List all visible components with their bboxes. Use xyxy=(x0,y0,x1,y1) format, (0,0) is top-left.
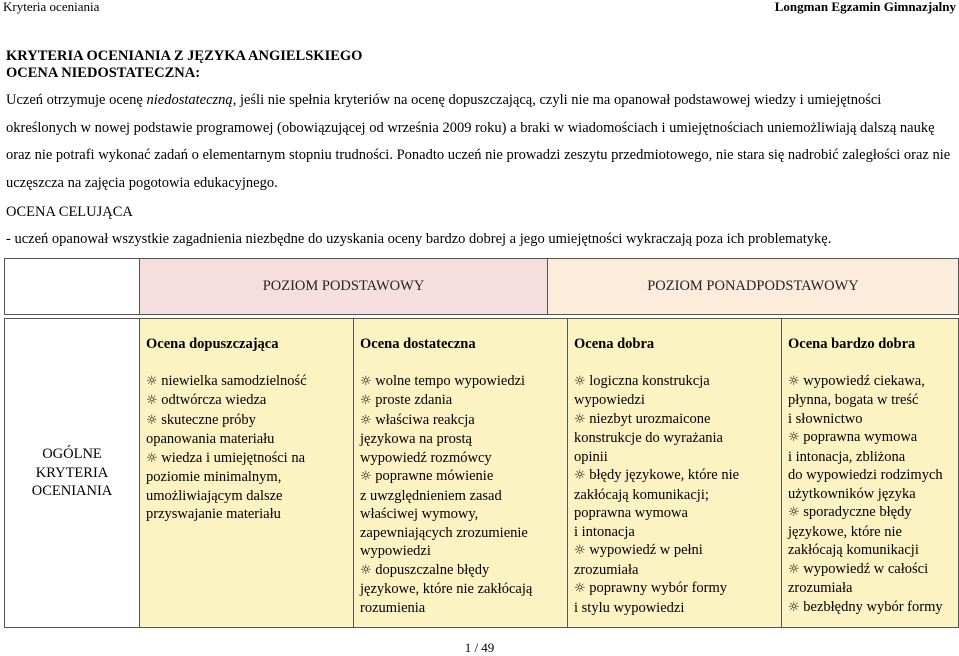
grade-heading: Ocena dostateczna xyxy=(360,336,476,352)
criterion-line xyxy=(574,504,777,523)
criterion-text: poziomie minimalnym, xyxy=(146,469,282,485)
criterion-line xyxy=(788,541,954,560)
grade-heading: Ocena bardzo dobra xyxy=(788,336,916,352)
criterion-line xyxy=(146,430,349,449)
level-basic: POZIOM PODSTAWOWY xyxy=(140,259,548,315)
criterion-text: umożliwiającym dalsze xyxy=(146,487,283,504)
celujaca-heading: OCENA CELUJĄCA xyxy=(6,204,133,220)
page-header xyxy=(0,0,959,13)
criterion-line xyxy=(574,466,777,486)
levels-empty-cell xyxy=(5,259,140,315)
criterion-line xyxy=(146,372,349,392)
sun-icon: ☼ xyxy=(788,373,800,389)
criterion-line xyxy=(788,428,954,448)
criterion-line xyxy=(574,561,777,580)
criterion-text: logiczna konstrukcja xyxy=(589,372,710,389)
criterion-text: poprawna wymowa xyxy=(803,429,918,445)
criterion-text: zrozumiała xyxy=(574,561,639,578)
criterion-line xyxy=(360,542,563,561)
criterion-text: odtwórcza wiedza xyxy=(161,392,267,408)
criterion-line xyxy=(360,372,563,392)
criterion-line xyxy=(788,560,954,580)
criterion-text: płynna, bogata w treść xyxy=(788,392,919,408)
criterion-text: językowe, które nie xyxy=(788,523,902,540)
criterion-line xyxy=(360,449,563,468)
sun-icon: ☼ xyxy=(360,412,372,428)
criterion-text: z uwzględnieniem zasad xyxy=(360,487,502,504)
criterion-line xyxy=(360,561,563,581)
sun-icon: ☼ xyxy=(360,469,372,484)
criterion-line xyxy=(360,430,563,449)
sun-icon: ☼ xyxy=(574,411,586,427)
criterion-text: wiedza i umiejętności na xyxy=(161,449,306,466)
criterion-text: użytkowników języka xyxy=(788,485,916,502)
criterion-text: właściwej wymowy, xyxy=(360,506,479,522)
criterion-line xyxy=(788,410,954,429)
criterion-text: wypowiedź rozmówcy xyxy=(360,449,492,466)
intro-italic: niedostateczną xyxy=(146,92,233,108)
criterion-text: zapewniających zrozumienie xyxy=(360,524,528,541)
sun-icon: ☼ xyxy=(574,468,586,483)
sun-icon: ☼ xyxy=(360,393,372,408)
criterion-text: niewielka samodzielność xyxy=(161,372,307,389)
criterion-line xyxy=(360,487,563,506)
sun-icon: ☼ xyxy=(146,412,158,428)
criterion-line xyxy=(574,429,777,448)
criterion-text: opanowania materiału xyxy=(146,431,275,447)
grade-cell-dopuszczajaca xyxy=(140,319,354,628)
grades-table xyxy=(4,318,959,628)
criterion-text: sporadyczne błędy xyxy=(803,504,912,520)
sun-icon: ☼ xyxy=(574,373,586,389)
criterion-text: i intonacja, zbliżona xyxy=(788,448,906,465)
criterion-text: zrozumiała xyxy=(788,580,853,596)
criterion-line xyxy=(146,505,349,524)
criterion-line xyxy=(360,391,563,411)
sun-icon: ☼ xyxy=(146,393,158,408)
criterion-text: niezbyt urozmaicone xyxy=(589,410,711,427)
title-line-1: KRYTERIA OCENIANIA Z JĘZYKA ANGIELSKIEGO xyxy=(6,48,363,64)
criterion-text: opinii xyxy=(574,448,608,465)
sun-icon: ☼ xyxy=(360,373,372,389)
header-right-title: Longman Egzamin Gimnazjalny xyxy=(774,0,956,14)
criterion-line xyxy=(788,448,954,467)
ogolne-kryteria-cell xyxy=(5,319,140,628)
criterion-text: właściwa reakcja xyxy=(375,411,475,428)
criterion-line xyxy=(574,579,777,599)
criterion-text: i słownictwo xyxy=(788,410,863,427)
criterion-text: językowe, które nie zakłócają xyxy=(360,581,533,597)
criterion-line xyxy=(574,448,777,467)
criterion-line xyxy=(788,466,954,485)
criterion-text: wypowiedź w całości xyxy=(803,560,929,577)
criterion-text: bezbłędny wybór formy xyxy=(803,598,943,615)
criterion-line xyxy=(146,411,349,431)
sun-icon: ☼ xyxy=(360,562,372,578)
ogolne-line-1: OGÓLNE xyxy=(42,446,102,463)
header-left-title: Kryteria oceniania xyxy=(3,0,100,14)
criterion-line xyxy=(146,449,349,469)
criterion-line xyxy=(574,486,777,505)
criterion-text: poprawna wymowa xyxy=(574,505,688,521)
ogolne-line-2: KRYTERIA xyxy=(35,464,109,481)
criterion-line xyxy=(788,598,954,618)
sun-icon: ☼ xyxy=(788,599,800,615)
celujaca-text: - uczeń opanował wszystkie zagadnienia niezbędne do uzyskania oceny bardzo dobrej a jego umiejętności wykraczają poza ich problematykę. xyxy=(6,231,832,247)
criterion-text: konstrukcje do wyrażania xyxy=(574,430,723,446)
criterion-line xyxy=(574,599,777,618)
levels-table xyxy=(4,258,959,315)
criterion-text: skuteczne próby xyxy=(161,411,256,428)
page-number: 1 / 49 xyxy=(464,640,495,655)
criterion-text: przyswajanie materiału xyxy=(146,506,281,522)
title-line-2: OCENA NIEDOSTATECZNA: xyxy=(6,65,201,81)
level-advanced: POZIOM PONADPODSTAWOWY xyxy=(548,259,959,315)
grade-cell-bardzo-dobra xyxy=(782,319,959,628)
criterion-text: poprawny wybór formy xyxy=(589,580,728,596)
criterion-text: poprawne mówienie xyxy=(375,468,494,484)
criterion-line xyxy=(360,599,563,618)
criterion-line xyxy=(574,523,777,542)
criterion-line xyxy=(360,524,563,543)
criterion-text: wypowiedź ciekawa, xyxy=(803,372,925,389)
criterion-line xyxy=(788,372,954,392)
criterion-text: błędy językowe, które nie xyxy=(589,467,740,483)
criterion-text: wypowiedzi xyxy=(360,543,431,559)
criterion-text: zakłócają komunikacji; xyxy=(574,486,709,503)
grade-heading: Ocena dobra xyxy=(574,336,655,352)
criterion-line xyxy=(788,579,954,598)
criterion-line xyxy=(360,411,563,431)
criterion-line xyxy=(574,410,777,430)
criterion-line xyxy=(574,391,777,410)
intro-part-2: , jeśli nie spełnia kryteriów na ocenę dopuszczającą, czyli nie ma opanował podstawowej wiedzy i umiejętności określonych w nowej podstawie programowej (obowiązującej od września 2009 roku) a braki w wiadomościach i umiejętnościach uniemożliwiają dalszą naukę oraz nie potrafi wykonać zadań o elementarnym stopniu trudności. Ponadto uczeń nie prowadzi zeszytu przedmiotowego, nie stara się nadrobić zaległości oraz nie uczęszcza na zajęcia pogotowia edukacyjnego. xyxy=(6,92,951,191)
grade-heading: Ocena dopuszczająca xyxy=(146,336,279,352)
sun-icon: ☼ xyxy=(146,373,158,389)
criterion-text: i intonacja xyxy=(574,523,635,540)
criterion-line xyxy=(574,541,777,561)
criterion-text: do wypowiedzi rodzimych xyxy=(788,467,943,483)
criterion-text: językowa na prostą xyxy=(360,431,472,447)
criterion-text: rozumienia xyxy=(360,599,426,616)
criterion-line xyxy=(788,523,954,542)
niedostateczna-paragraph xyxy=(6,87,951,197)
criterion-line xyxy=(788,503,954,523)
grade-cell-dostateczna xyxy=(354,319,568,628)
criterion-text: proste zdania xyxy=(375,392,453,408)
grade-cell-dobra xyxy=(568,319,782,628)
ogolne-line-3: OCENIANIA xyxy=(31,483,113,500)
sun-icon: ☼ xyxy=(574,543,586,558)
criterion-text: dopuszczalne błędy xyxy=(375,561,490,578)
sun-icon: ☼ xyxy=(788,505,800,520)
criterion-text: zakłócają komunikacji xyxy=(788,542,919,558)
criterion-line xyxy=(146,468,349,487)
sun-icon: ☼ xyxy=(574,581,586,596)
criterion-line xyxy=(146,391,349,411)
intro-part-1: Uczeń otrzymuje ocenę xyxy=(6,92,147,108)
criterion-line xyxy=(360,505,563,524)
criterion-line xyxy=(360,467,563,487)
criterion-line xyxy=(788,391,954,410)
criterion-line xyxy=(788,485,954,504)
criterion-text: wolne tempo wypowiedzi xyxy=(375,372,526,389)
document-title xyxy=(6,48,362,82)
sun-icon: ☼ xyxy=(788,430,800,445)
sun-icon: ☼ xyxy=(146,450,158,466)
criterion-text: wypowiedź w pełni xyxy=(589,542,703,558)
criterion-text: wypowiedzi xyxy=(574,392,645,408)
criterion-line xyxy=(146,487,349,506)
criterion-line xyxy=(574,372,777,392)
criterion-text: i stylu wypowiedzi xyxy=(574,599,685,616)
sun-icon: ☼ xyxy=(788,561,800,577)
criterion-line xyxy=(360,580,563,599)
